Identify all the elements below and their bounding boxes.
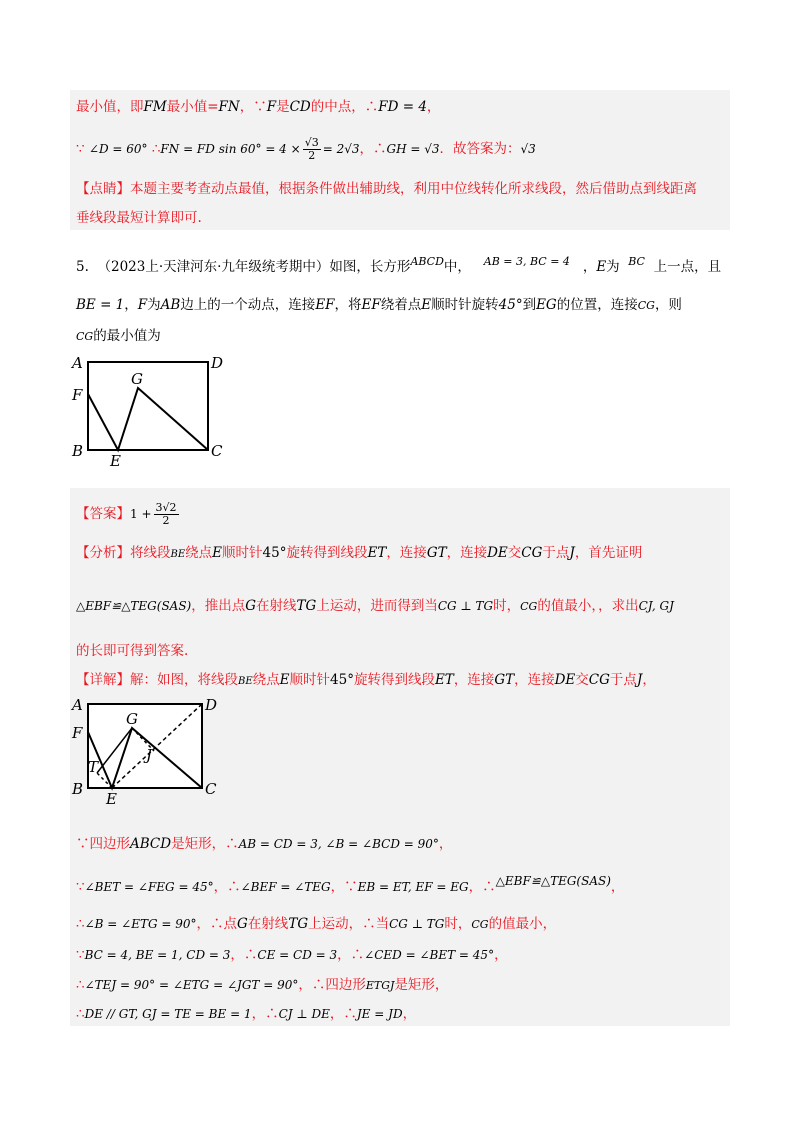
math: CD — [289, 99, 311, 115]
problem-line-2 — [76, 296, 682, 315]
text: ，∴ — [468, 879, 496, 895]
fraction-numerator: 3√2 — [155, 501, 177, 514]
math: CJ ⊥ DE — [278, 1007, 330, 1021]
detail-tag: 【详解】 — [76, 672, 130, 688]
analysis-tag: 【分析】 — [76, 545, 130, 561]
figure-2-svg — [68, 696, 228, 808]
text: （2023上·天津河东·九年级统考期中）如图，长方形 — [97, 259, 411, 275]
text: 是 — [276, 99, 290, 115]
math: 45° — [330, 672, 354, 688]
math: √3 — [520, 142, 536, 156]
math: ∠BEF = ∠TEG — [240, 880, 331, 894]
label-c: C — [205, 780, 217, 798]
text: ∵ — [76, 947, 85, 963]
math: △EBF≌△TEG(SAS) — [495, 874, 611, 888]
text: 的位置，连接 — [556, 297, 638, 313]
text: ∵四边形 — [76, 836, 130, 852]
figure-1-svg — [68, 352, 238, 472]
math: BE = 1 — [76, 297, 125, 313]
math: DE — [554, 672, 576, 688]
math: EG — [536, 297, 557, 313]
fraction-numerator: √3 — [304, 136, 319, 149]
math: = 2√3 — [322, 142, 360, 156]
fraction — [303, 137, 321, 162]
math: FM — [143, 99, 167, 115]
math: BC — [628, 255, 645, 268]
text: 在射线 — [256, 598, 297, 614]
text: 的中点，∴ — [310, 99, 379, 115]
text: 是矩形， — [394, 977, 449, 993]
text: 是矩形，∴ — [171, 836, 239, 852]
label-g: G — [126, 710, 138, 728]
text: ，连接 — [386, 545, 427, 561]
text: ．故答案为： — [439, 141, 521, 157]
math: ET — [434, 672, 454, 688]
rect-abcd — [88, 704, 202, 788]
label-b: B — [72, 780, 84, 798]
text: ， — [124, 297, 138, 313]
label-g: G — [131, 370, 143, 388]
analysis-line-1 — [76, 544, 642, 564]
math: TG — [288, 916, 309, 932]
math: CG — [520, 600, 538, 613]
text: 顺时针 — [289, 672, 331, 688]
label-t: T — [88, 758, 99, 776]
math: 45° — [498, 297, 523, 313]
math: CG — [521, 545, 543, 561]
text: ∵ — [76, 141, 85, 157]
math: 1 + — [130, 507, 152, 521]
text: 上运动，∴当 — [308, 916, 390, 932]
label-e: E — [106, 790, 117, 808]
text: 绕点 — [185, 545, 213, 561]
text: 交 — [507, 545, 522, 561]
text: 最小值= — [166, 99, 219, 115]
math: ∠TEJ = 90° = ∠ETG = ∠JGT = 90° — [84, 978, 299, 992]
text: 交 — [575, 672, 589, 688]
text: ，∴ — [230, 947, 258, 963]
math: DE // GT, GJ = TE = BE = 1 — [84, 1007, 252, 1021]
math: CE = CD = 3 — [257, 948, 338, 962]
step-2 — [76, 872, 624, 896]
math: BC = 4, BE = 1, CD = 3 — [84, 948, 231, 962]
text: ，∴四边形 — [298, 977, 366, 993]
text: ，∴ — [329, 1006, 357, 1022]
text: ，首先证明 — [574, 545, 643, 561]
text: ∴ — [76, 1006, 85, 1022]
problem-number: 5. — [76, 259, 89, 275]
math: GT — [494, 672, 515, 688]
text: 的值最小，，求出 — [537, 598, 639, 614]
dianjing-line-1 — [76, 180, 697, 198]
step-3 — [76, 915, 556, 934]
text: 于点 — [609, 672, 637, 688]
text: ，连接 — [514, 672, 555, 688]
text: 上一点，且 — [653, 259, 722, 275]
label-d: D — [211, 354, 224, 372]
figure-2 — [68, 696, 228, 808]
text: 绕着点 — [380, 297, 422, 313]
math: JE = JD — [356, 1007, 403, 1021]
detail-line-1 — [76, 671, 656, 691]
text: 时， — [493, 598, 521, 614]
step-5 — [76, 976, 448, 995]
figure-1 — [68, 352, 238, 472]
label-f: F — [72, 724, 83, 742]
label-c: C — [211, 442, 223, 460]
text: ， — [402, 1006, 417, 1022]
text: 中， — [443, 259, 471, 275]
text: ，∵ — [330, 879, 358, 895]
math: F — [266, 99, 277, 115]
math: CG — [471, 918, 489, 931]
math: AB — [160, 297, 181, 313]
label-d: D — [205, 696, 218, 714]
text: 边上的一个动点，连接 — [180, 297, 316, 313]
math: TG — [296, 598, 317, 614]
text: 的值最小， — [488, 916, 557, 932]
math: F — [137, 297, 148, 313]
text: ，∴ — [337, 947, 365, 963]
math: BE — [170, 549, 186, 560]
problem-line-1 — [76, 253, 721, 276]
text: 将线段 — [130, 545, 171, 561]
fraction-denominator: 2 — [308, 149, 316, 162]
math: FD = 4 — [378, 99, 427, 115]
step-1 — [76, 835, 452, 853]
math: CJ, GJ — [638, 599, 674, 613]
text: 在射线 — [247, 916, 289, 932]
text: ， — [610, 879, 625, 895]
text: ， — [494, 947, 508, 963]
problem-line-3 — [76, 327, 161, 346]
top-line-1 — [76, 98, 440, 116]
math: CG — [76, 330, 94, 343]
top-line-2 — [76, 134, 536, 164]
text: 顺时针旋转 — [431, 297, 499, 313]
text: 于点 — [542, 545, 570, 561]
math: E — [596, 259, 607, 275]
math: G — [237, 916, 248, 932]
math: E — [279, 672, 290, 688]
text: 最小值，即 — [76, 99, 144, 115]
label-a: A — [72, 696, 83, 714]
math: ABCD — [410, 255, 444, 268]
math: EB = ET, EF = EG — [357, 880, 469, 894]
math: CG ⊥ TG — [437, 599, 494, 613]
math: △EBF≌△TEG(SAS) — [76, 599, 192, 613]
text: 为 — [147, 297, 161, 313]
label-f: F — [72, 386, 83, 404]
text: ， — [426, 99, 441, 115]
text: ， — [582, 259, 597, 275]
text: ，∴ — [251, 1006, 279, 1022]
text: 旋转得到线段 — [353, 672, 435, 688]
math: AB = 3, BC = 4 — [483, 255, 570, 268]
text: 到 — [522, 297, 537, 313]
text: 时， — [444, 916, 472, 932]
math: GH = √3 — [386, 142, 440, 156]
math: ETGJ — [365, 979, 395, 992]
math: ∠CED = ∠BET = 45° — [364, 948, 495, 962]
text: ，∴ — [359, 141, 387, 157]
math: FN — [218, 99, 240, 115]
math: E — [421, 297, 432, 313]
label-j: J — [146, 746, 153, 764]
text: 顺时针 — [222, 545, 263, 561]
math: ∠B = ∠ETG = 90° — [84, 917, 197, 931]
path-f-e-g-c — [88, 388, 208, 450]
math: J — [636, 672, 643, 688]
rect-abcd — [88, 362, 208, 450]
math: EF — [315, 297, 335, 313]
dianjing-line-2 — [76, 209, 202, 227]
math: FN = FD sin 60° = 4 × — [160, 142, 301, 156]
text: 的最小值为 — [93, 328, 161, 344]
analysis-line-3 — [76, 642, 188, 660]
label-a: A — [72, 354, 83, 372]
math: AB = CD = 3, ∠B = ∠BCD = 90° — [238, 837, 439, 851]
text: 的长即可得到答案. — [76, 643, 189, 659]
text: ，∴点 — [196, 916, 238, 932]
text: ，∴ — [213, 879, 241, 895]
analysis-line-2 — [76, 597, 674, 616]
text: ∴ — [76, 916, 85, 932]
math: CG ⊥ TG — [389, 917, 445, 931]
text: ，推出点 — [191, 598, 246, 614]
math: ∠BET = ∠FEG = 45° — [84, 880, 214, 894]
text: 绕点 — [252, 672, 280, 688]
step-6 — [76, 1005, 416, 1023]
answer-tag: 【答案】 — [76, 506, 130, 522]
math: GT — [426, 545, 447, 561]
text: ∴ — [151, 141, 161, 157]
text: 上运动，进而得到当 — [316, 598, 438, 614]
answer-line — [76, 497, 181, 531]
math: CG — [637, 299, 655, 312]
math: DE — [487, 545, 508, 561]
text: ，将 — [334, 297, 362, 313]
math: BE — [238, 676, 253, 687]
math: CG — [588, 672, 610, 688]
text: 旋转得到线段 — [286, 545, 368, 561]
math: ET — [367, 545, 387, 561]
text: 解：如图，将线段 — [130, 672, 238, 688]
math: 45° — [262, 545, 287, 561]
step-4 — [76, 946, 508, 964]
math: ABCD — [130, 836, 172, 852]
text: ，则 — [654, 297, 682, 313]
text: ， — [642, 672, 656, 688]
math: EF — [361, 297, 381, 313]
text: ，连接 — [453, 672, 495, 688]
text: ∴ — [76, 977, 85, 993]
text: 为 — [606, 259, 620, 275]
label-b: B — [72, 442, 84, 460]
text: ，∵ — [239, 99, 267, 115]
text: ，连接 — [446, 545, 488, 561]
math: ∠D = 60° — [88, 142, 148, 156]
answer-fraction — [154, 502, 179, 527]
text: 垂线段最短计算即可. — [76, 210, 202, 226]
math: J — [569, 545, 575, 561]
text: ， — [438, 836, 453, 852]
math: G — [245, 598, 257, 614]
math: E — [212, 545, 223, 561]
text: 本题主要考查动点最值，根据条件做出辅助线，利用中位线转化所求线段，然后借助点到线距离 — [130, 181, 697, 197]
dianjing-tag: 【点睛】 — [76, 181, 130, 197]
fraction-denominator: 2 — [162, 514, 170, 527]
label-e: E — [110, 452, 121, 470]
text: ∵ — [76, 879, 85, 895]
